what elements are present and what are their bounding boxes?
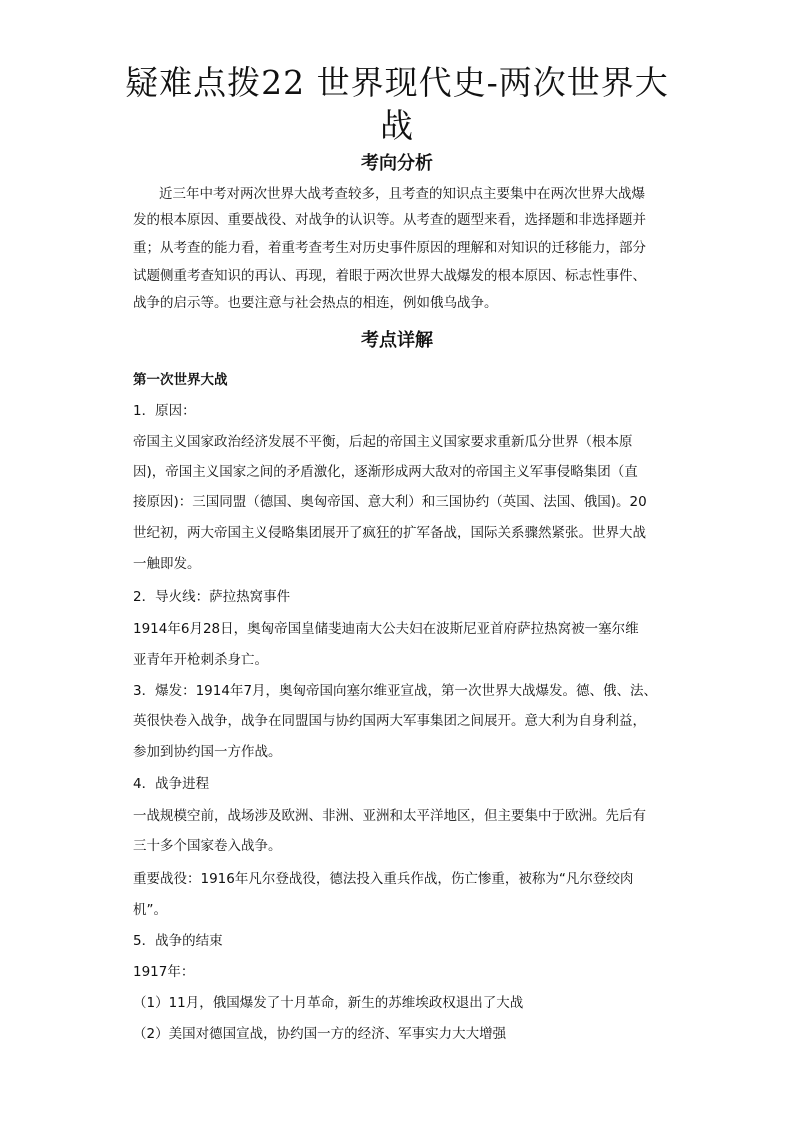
detail-line: 参加到协约国一方作战。 [133, 744, 282, 760]
document-title-line-2: 战 [380, 106, 414, 145]
detail-line: 接原因)：三国同盟（德国、奥匈帝国、意大利）和三国协约（英国、法国、俄国)。20 [133, 494, 647, 510]
section-heading-detail: 考点详解 [361, 330, 433, 351]
detail-line: 英很快卷入战争，战争在同盟国与协约国两大军事集团之间展开。意大利为自身利益， [133, 713, 646, 729]
detail-line: 世纪初，两大帝国主义侵略集团展开了疯狂的扩军备战，国际关系骤然紧张。世界大战 [133, 525, 646, 541]
detail-line: 因)，帝国主义国家之间的矛盾激化，逐渐形成两大敌对的帝国主义军事侵略集团（直 [133, 464, 638, 480]
detail-line: 三十多个国家卷入战争。 [133, 838, 282, 854]
section-heading-analysis: 考向分析 [361, 153, 433, 174]
detail-line: （2）美国对德国宣战，协约国一方的经济、军事实力大大增强 [133, 1026, 507, 1042]
detail-line: 5．战争的结束 [133, 933, 223, 949]
detail-line: 重要战役：1916年凡尔登战役，德法投入重兵作战，伤亡惨重，被称为“凡尔登绞肉 [133, 871, 634, 887]
detail-line: 一触即发。 [133, 556, 201, 572]
analysis-paragraph-line: 试题侧重考查知识的再认、再现，着眼于两次世界大战爆发的根本原因、标志性事件、 [133, 268, 646, 284]
detail-line: 1917年： [133, 964, 195, 980]
detail-line: 亚青年开枪刺杀身亡。 [133, 652, 268, 668]
detail-line: 帝国主义国家政治经济发展不平衡，后起的帝国主义国家要求重新瓜分世界（根本原 [133, 434, 633, 450]
document-title-line-1: 疑难点拨22 世界现代史-两次世界大 [125, 63, 669, 102]
detail-line: 4．战争进程 [133, 776, 210, 792]
analysis-paragraph-line: 重；从考查的能力看，着重考查考生对历史事件原因的理解和对知识的迁移能力，部分 [133, 240, 646, 256]
detail-line: 2．导火线：萨拉热窝事件 [133, 589, 291, 605]
detail-line: 1914年6月28日，奥匈帝国皇储斐迪南大公夫妇在波斯尼亚首府萨拉热窝被一塞尔维 [133, 621, 639, 637]
subheading-ww1: 第一次世界大战 [133, 372, 228, 388]
detail-line: 机”。 [133, 902, 167, 918]
analysis-paragraph-line: 发的根本原因、重要战役、对战争的认识等。从考查的题型来看，选择题和非选择题并 [133, 212, 646, 228]
detail-line: 一战规模空前，战场涉及欧洲、非洲、亚洲和太平洋地区，但主要集中于欧洲。先后有 [133, 808, 646, 824]
analysis-paragraph-line: 近三年中考对两次世界大战考查较多，且考查的知识点主要集中在两次世界大战爆 [159, 186, 645, 202]
detail-line: 3．爆发：1914年7月，奥匈帝国向塞尔维亚宣战，第一次世界大战爆发。德、俄、法、 [133, 683, 658, 699]
detail-line: （1）11月，俄国爆发了十月革命，新生的苏维埃政权退出了大战 [133, 995, 524, 1011]
analysis-paragraph-line: 战争的启示等。也要注意与社会热点的相连，例如俄乌战争。 [133, 295, 498, 311]
detail-line: 1．原因： [133, 403, 196, 419]
